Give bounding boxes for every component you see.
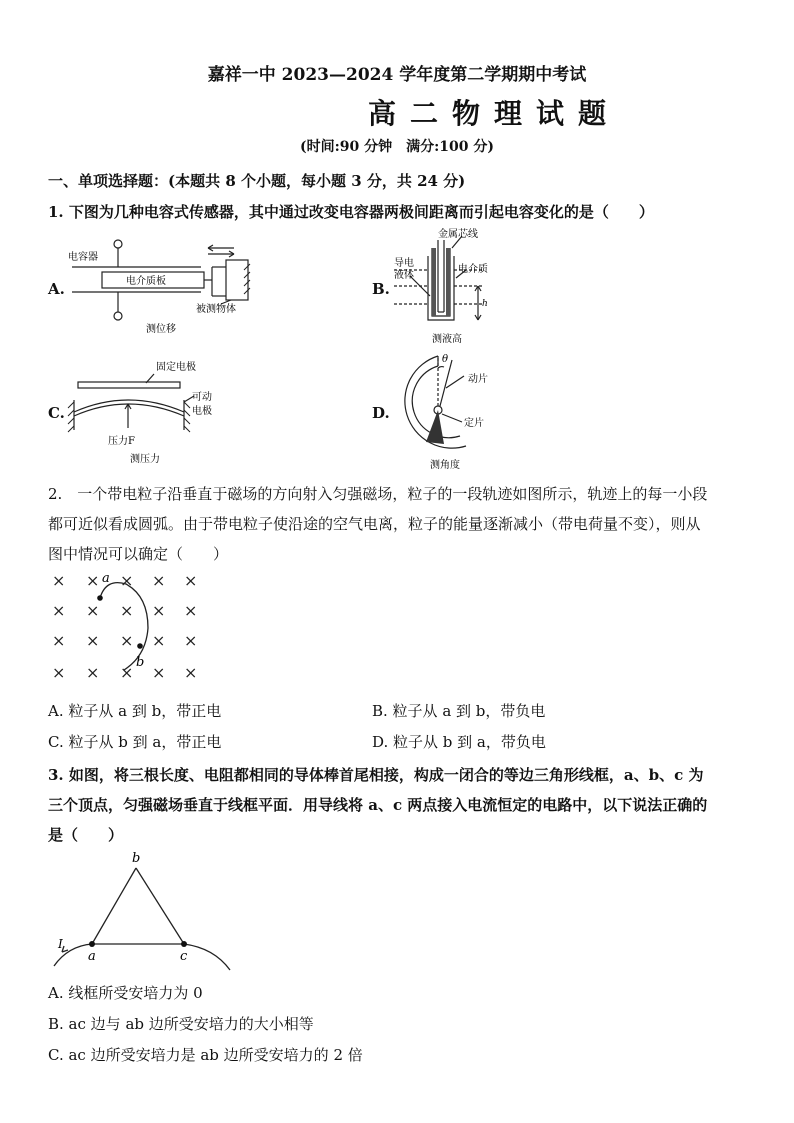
figure-c-fixed-electrode-label: 固定电极 bbox=[156, 362, 196, 373]
svg-text:×: × bbox=[86, 631, 100, 650]
figure-a-displacement-sensor bbox=[66, 234, 256, 340]
figure-a-dielectric-plate-label: 电介质板 bbox=[126, 276, 166, 287]
svg-text:×: × bbox=[184, 601, 198, 620]
q1-option-b-label: B. bbox=[372, 280, 390, 298]
figure-b-liquid-label-2: 液体 bbox=[394, 270, 414, 281]
current-i-label: I bbox=[58, 937, 63, 951]
point-b-label: b bbox=[136, 655, 145, 670]
figure-b-liquid-height-sensor bbox=[392, 226, 512, 346]
point-a-marker bbox=[97, 595, 103, 601]
svg-text:×: × bbox=[184, 631, 198, 650]
section-heading: 一、单项选择题：(本题共 8 个小题，每小题 3 分，共 24 分) bbox=[48, 172, 466, 190]
figure-c-movable-label-2: 电极 bbox=[192, 406, 212, 417]
time-score-info: (时间:90 分钟 满分:100 分) bbox=[299, 139, 495, 155]
figure-c-caption: 测压力 bbox=[130, 454, 160, 465]
svg-text:×: × bbox=[152, 631, 166, 650]
svg-text:×: × bbox=[184, 571, 198, 590]
q3-stem-line-1: 3. 如图，将三根长度、电阻都相同的导体棒首尾相接，构成一闭合的等边三角形线框，a、b、c 为 bbox=[48, 766, 704, 784]
q2-stem-line-1: 2. 一个带电粒子沿垂直于磁场的方向射入匀强磁场，粒子的一段轨迹如图所示，轨迹上的每一小段 bbox=[48, 485, 708, 503]
figure-c-movable-label-1: 可动 bbox=[192, 392, 212, 403]
figure-q3-triangle-frame bbox=[48, 848, 238, 972]
svg-text:×: × bbox=[52, 631, 66, 650]
figure-d-moving-plate-label: 动片 bbox=[468, 374, 488, 385]
q2-option-c[interactable]: C. 粒子从 b 到 a，带正电 bbox=[48, 733, 222, 751]
q3-option-c[interactable]: C. ac 边所受安培力是 ab 边所受安培力的 2 倍 bbox=[48, 1046, 363, 1064]
svg-text:×: × bbox=[152, 601, 166, 620]
figure-d-fixed-plate-label: 定片 bbox=[464, 418, 484, 429]
figure-b-core-label: 金属芯线 bbox=[438, 229, 478, 240]
svg-text:×: × bbox=[120, 571, 134, 590]
vertex-a-marker bbox=[89, 941, 95, 947]
svg-text:×: × bbox=[184, 663, 198, 682]
figure-c-pressure-sensor bbox=[66, 356, 226, 468]
figure-q2-magnetic-field bbox=[44, 566, 214, 690]
q2-stem-line-3: 图中情况可以确定（ ） bbox=[48, 545, 229, 563]
svg-text:×: × bbox=[86, 601, 100, 620]
vertex-a-label: a bbox=[88, 949, 96, 964]
q1-option-c-label: C. bbox=[48, 404, 65, 422]
svg-text:×: × bbox=[120, 663, 134, 682]
q2-stem-line-2: 都可近似看成圆弧。由于带电粒子使沿途的空气电离，粒子的能量逐渐减小（带电荷量不变），则从 bbox=[48, 515, 701, 533]
vertex-b-label: b bbox=[132, 851, 141, 866]
figure-a-caption: 测位移 bbox=[146, 324, 176, 335]
q3-option-a[interactable]: A. 线框所受安培力为 0 bbox=[48, 984, 203, 1002]
vertex-c-label: c bbox=[180, 949, 188, 964]
figure-b-dielectric-label: 电介质 bbox=[458, 264, 488, 275]
point-b-marker bbox=[137, 643, 143, 649]
svg-text:×: × bbox=[86, 663, 100, 682]
q3-stem-line-2: 三个顶点，匀强磁场垂直于线框平面．用导线将 a、c 两点接入电流恒定的电路中，以下说法正确的 bbox=[48, 796, 708, 814]
q3-stem-line-3: 是（ ） bbox=[48, 826, 124, 844]
q2-option-b[interactable]: B. 粒子从 a 到 b，带负电 bbox=[372, 702, 546, 720]
svg-text:×: × bbox=[152, 571, 166, 590]
point-a-label: a bbox=[102, 571, 110, 586]
svg-text:×: × bbox=[52, 663, 66, 682]
q1-option-a-label: A. bbox=[48, 280, 65, 298]
q2-option-d[interactable]: D. 粒子从 b 到 a，带负电 bbox=[372, 733, 546, 751]
figure-a-capacitor-label: 电容器 bbox=[68, 252, 98, 263]
svg-text:×: × bbox=[52, 601, 66, 620]
svg-text:×: × bbox=[120, 631, 134, 650]
svg-text:×: × bbox=[52, 571, 66, 590]
svg-text:×: × bbox=[120, 601, 134, 620]
vertex-c-marker bbox=[181, 941, 187, 947]
q1-option-d-label: D. bbox=[372, 404, 390, 422]
subject-title: 高二物理试题 bbox=[368, 97, 621, 130]
figure-d-theta-label: θ bbox=[442, 354, 449, 365]
figure-a-object-label: 被测物体 bbox=[196, 304, 236, 315]
q3-option-b[interactable]: B. ac 边与 ab 边所受安培力的大小相等 bbox=[48, 1015, 314, 1033]
figure-c-force-label: 压力F bbox=[108, 436, 135, 447]
figure-d-angle-sensor bbox=[394, 350, 514, 474]
figure-b-h-label: h bbox=[482, 299, 488, 309]
figure-d-caption: 测角度 bbox=[430, 460, 460, 471]
school-exam-title: 嘉祥一中 2023—2024 学年度第二学期期中考试 bbox=[207, 65, 587, 85]
figure-b-liquid-label-1: 导电 bbox=[394, 258, 414, 269]
q1-stem: 1. 下图为几种电容式传感器，其中通过改变电容器两极间距离而引起电容变化的是（ ） bbox=[48, 203, 654, 221]
svg-text:×: × bbox=[152, 663, 166, 682]
figure-b-caption: 测液高 bbox=[432, 334, 462, 345]
svg-text:×: × bbox=[86, 571, 100, 590]
q2-option-a[interactable]: A. 粒子从 a 到 b，带正电 bbox=[48, 702, 222, 720]
